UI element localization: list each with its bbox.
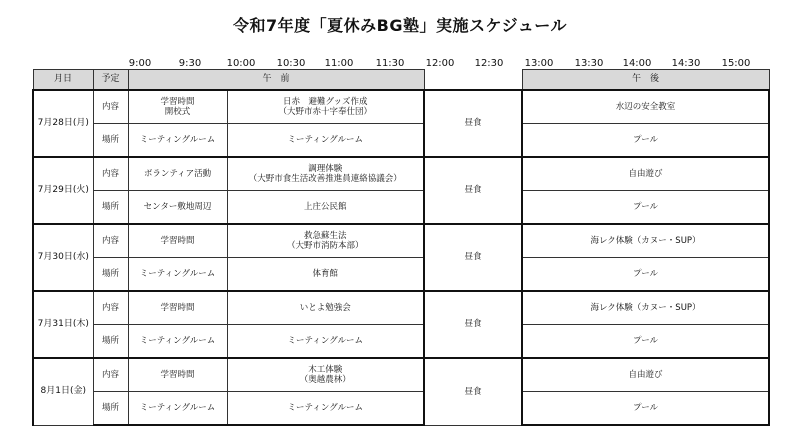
day-row-place [33,124,769,158]
lunch-cell: 昼食 [424,224,522,291]
day-date: 7月29日(火) [33,157,93,224]
place-cell: ミーティングルーム [227,325,424,359]
header-date: 月日 [33,70,93,91]
place-cell: 体育館 [227,258,424,292]
cell-text-line: （大野市食生活改善推進員連絡協議会） [248,174,402,184]
time-label: 10:30 [276,58,306,69]
place-cell: ミーティングルーム [227,392,424,426]
content-cell [227,358,424,392]
row-label-content: 内容 [93,224,128,258]
header-lunch-gap [424,70,522,91]
cell-text-line: 学習時間 [160,369,195,380]
day-row-content [33,358,769,392]
time-label: 9:30 [178,58,202,69]
content-cell [128,224,227,258]
header-type: 予定 [93,70,128,91]
day-date: 7月30日(水) [33,224,93,291]
lunch-cell: 昼食 [424,358,522,425]
row-label-content: 内容 [93,291,128,325]
lunch-cell: 昼食 [424,90,522,157]
place-cell: ミーティングルーム [128,325,227,359]
time-label: 10:00 [226,58,256,69]
place-cell: ミーティングルーム [227,124,424,158]
row-label-place: 場所 [93,191,128,225]
time-label: 13:30 [574,58,604,69]
day-row-place [33,325,769,359]
cell-text-line: 開校式 [164,107,191,117]
place-cell: 上庄公民館 [227,191,424,225]
lunch-cell: 昼食 [424,291,522,358]
row-label-place: 場所 [93,258,128,292]
cell-text-line: 木工体験 [308,364,343,375]
content-cell [128,358,227,392]
time-label: 14:00 [622,58,652,69]
afternoon-content-cell: 自由遊び [522,157,769,191]
content-cell [227,291,424,325]
cell-text-line: 学習時間 [160,96,195,107]
time-label: 12:00 [425,58,455,69]
day-date: 7月28日(月) [33,90,93,157]
cell-text-line: （大野市消防本部） [287,241,364,251]
afternoon-content-cell: 海レク体験（カヌー・SUP） [522,291,769,325]
cell-text-line: （奥越農林） [299,375,351,385]
content-cell [227,90,424,124]
day-row-content [33,157,769,191]
afternoon-content-cell: 水辺の安全教室 [522,90,769,124]
content-cell [128,291,227,325]
cell-text-line: いとよ勉強会 [299,302,351,313]
header-row [33,70,769,91]
afternoon-place-cell: プール [522,392,769,426]
day-row-content [33,291,769,325]
cell-text-line: 救急蘇生法 [304,230,347,241]
cell-text-line: 学習時間 [160,235,195,246]
schedule-table [32,69,770,426]
day-date: 8月1日(金) [33,358,93,425]
time-label: 13:00 [524,58,554,69]
content-cell [227,224,424,258]
day-row-content [33,90,769,124]
lunch-cell: 昼食 [424,157,522,224]
time-label: 15:00 [721,58,751,69]
afternoon-place-cell: プール [522,258,769,292]
cell-text-line: 調理体験 [308,163,343,174]
afternoon-content-cell: 自由遊び [522,358,769,392]
header-afternoon: 午 後 [522,70,769,91]
afternoon-content-cell: 海レク体験（カヌー・SUP） [522,224,769,258]
afternoon-place-cell: プール [522,124,769,158]
day-row-place [33,258,769,292]
content-cell [227,157,424,191]
row-label-content: 内容 [93,90,128,124]
time-label: 12:30 [474,58,504,69]
place-cell: ミーティングルーム [128,258,227,292]
place-cell: ミーティングルーム [128,392,227,426]
day-row-place [33,392,769,426]
day-row-content [33,224,769,258]
cell-text-line: 日赤 避難グッズ作成 [282,96,368,107]
afternoon-place-cell: プール [522,325,769,359]
page-title: 令和7年度「夏休みBG塾」実施スケジュール [232,16,567,35]
afternoon-place-cell: プール [522,191,769,225]
cell-text-line: ボランティア活動 [143,168,212,179]
time-label: 11:30 [375,58,405,69]
content-cell [128,157,227,191]
content-cell [128,90,227,124]
time-label: 11:00 [324,58,354,69]
day-date: 7月31日(木) [33,291,93,358]
row-label-place: 場所 [93,124,128,158]
header-morning: 午 前 [128,70,424,91]
cell-text-line: 学習時間 [160,302,195,313]
place-cell: センター敷地周辺 [128,191,227,225]
row-label-place: 場所 [93,392,128,426]
day-row-place [33,191,769,225]
time-label: 14:30 [671,58,701,69]
row-label-content: 内容 [93,157,128,191]
place-cell: ミーティングルーム [128,124,227,158]
row-label-place: 場所 [93,325,128,359]
time-label: 9:00 [128,58,152,69]
cell-text-line: （大野市赤十字奉仕団） [278,107,373,117]
row-label-content: 内容 [93,358,128,392]
